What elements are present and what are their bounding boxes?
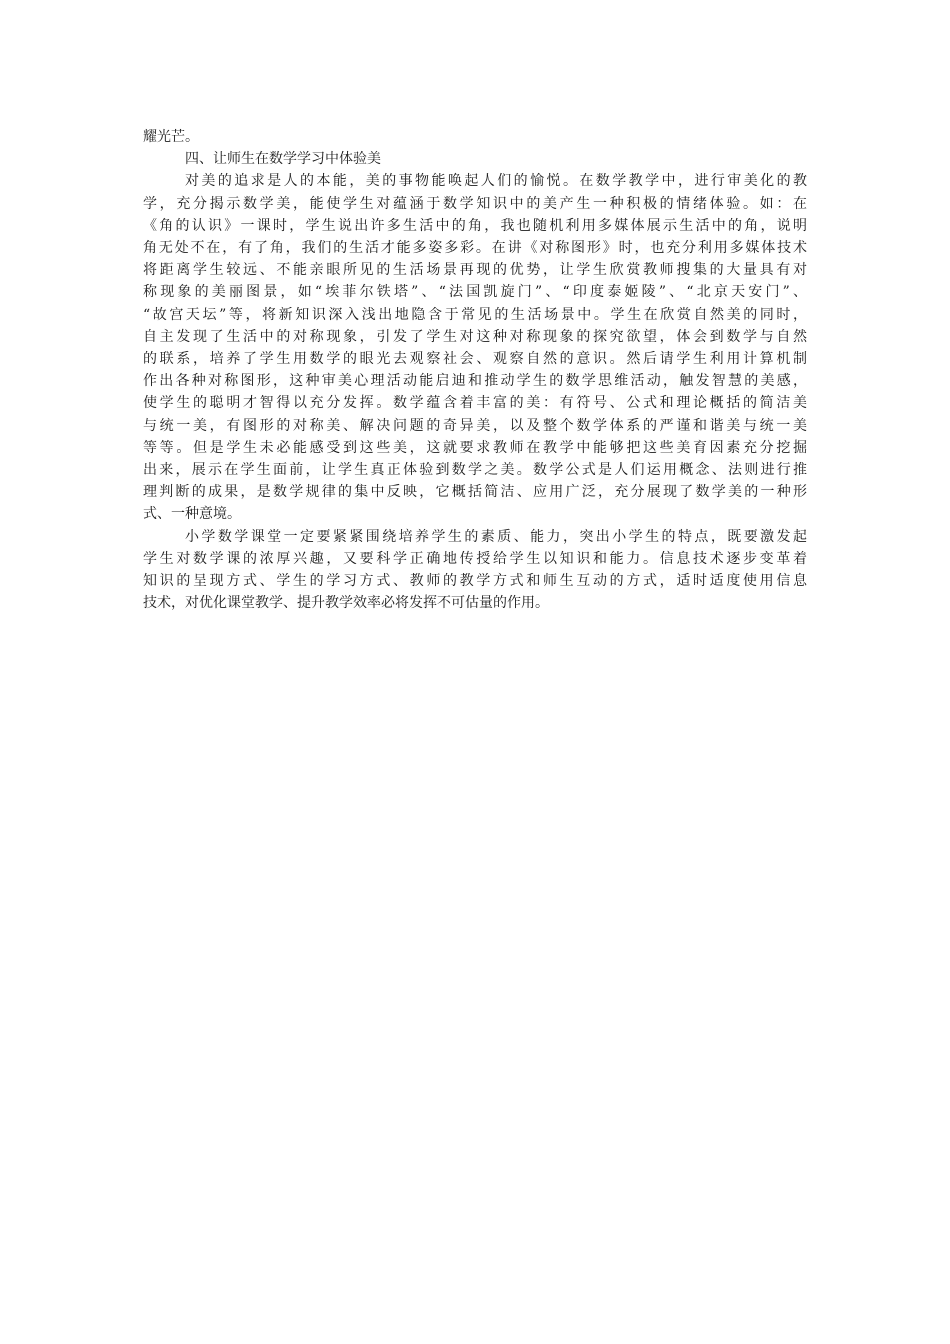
section-heading-text: 四、让师生在数学学习中体验美 (185, 151, 381, 168)
text-line: 角无处不在，有了角，我们的生活才能多姿多彩。在讲《对称图形》时，也充分利用多媒体技术 (143, 240, 807, 257)
text-line: 《角的认识》一课时，学生说出许多生活中的角，我也随机利用多媒体展示生活中的角，说明 (143, 217, 807, 234)
paragraph-3 (143, 170, 807, 525)
text-line: 自主发现了生活中的对称现象，引发了学生对这种对称现象的探究欲望，体会到数学与自然 (143, 328, 807, 345)
text-line: 对美的追求是人的本能，美的事物能唤起人们的愉悦。在数学教学中，进行审美化的教 (185, 173, 807, 190)
text-line: 学，充分揭示数学美，能使学生对蕴涵于数学知识中的美产生一种积极的情绪体验。如：在 (143, 195, 807, 212)
text-line: 等等。但是学生未必能感受到这些美，这就要求教师在教学中能够把这些美育因素充分挖掘 (143, 439, 807, 456)
text-line: 称现象的美丽图景，如“埃菲尔铁塔”、“法国凯旋门”、“印度泰姬陵”、“北京天安门”、 (143, 284, 807, 301)
paragraph-4 (143, 526, 807, 615)
text-line: 式、一种意境。 (143, 506, 241, 523)
text-line: 知识的呈现方式、学生的学习方式、教师的教学方式和师生互动的方式，适时适度使用信息 (143, 573, 807, 590)
text-line: 使学生的聪明才智得以充分发挥。数学蕴含着丰富的美：有符号、公式和理论概括的简洁美 (143, 395, 807, 412)
paragraph-1 (143, 126, 807, 148)
text-line: 出来，展示在学生面前，让学生真正体验到数学之美。数学公式是人们运用概念、法则进行推 (143, 462, 807, 479)
text-line: 与统一美，有图形的对称美、解决问题的奇异美，以及整个数学体系的严谨和谐美与统一美 (143, 417, 807, 434)
text-line: 将距离学生较远、不能亲眼所见的生活场景再现的优势，让学生欣赏教师搜集的大量具有对 (143, 262, 807, 279)
text-line: 耀光芒。 (143, 129, 199, 145)
section-heading (143, 148, 807, 170)
text-line: “故宫天坛”等，将新知识深入浅出地隐含于常见的生活场景中。学生在欣赏自然美的同时， (143, 306, 807, 323)
text-line: 学生对数学课的浓厚兴趣，又要科学正确地传授给学生以知识和能力。信息技术逐步变革着 (143, 550, 807, 567)
text-line: 的联系，培养了学生用数学的眼光去观察社会、观察自然的意识。然后请学生利用计算机制 (143, 351, 807, 368)
text-line: 理判断的成果，是数学规律的集中反映，它概括简洁、应用广泛，充分展现了数学美的一种形 (143, 484, 807, 501)
document-body (143, 126, 807, 614)
text-line: 小学数学课堂一定要紧紧围绕培养学生的素质、能力，突出小学生的特点，既要激发起 (185, 528, 807, 545)
text-line: 技术，对优化课堂教学、提升教学效率必将发挥不可估量的作用。 (143, 595, 549, 612)
text-line: 作出各种对称图形，这种审美心理活动能启迪和推动学生的数学思维活动，触发智慧的美感， (143, 373, 807, 390)
